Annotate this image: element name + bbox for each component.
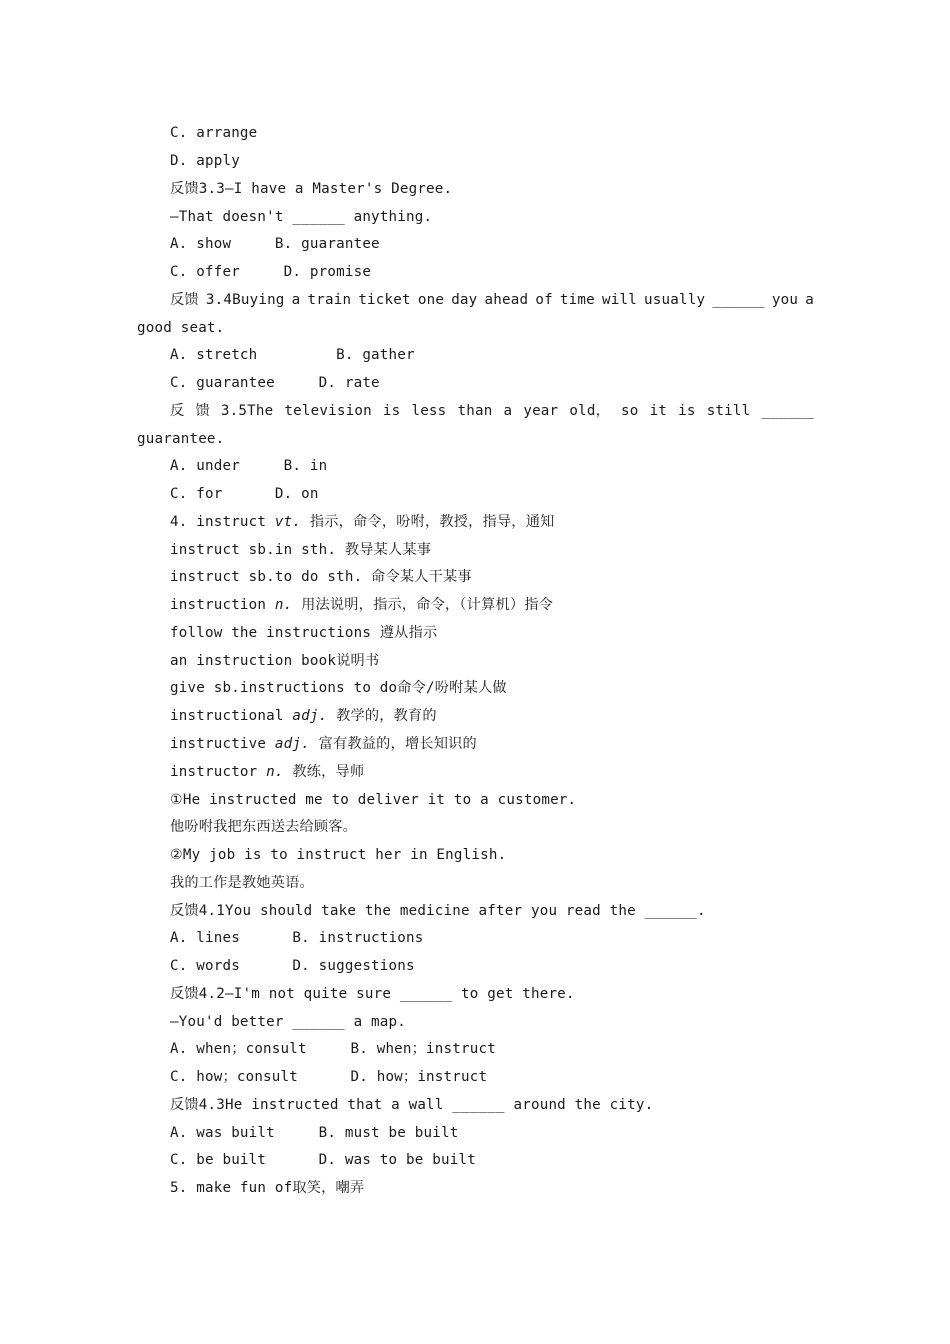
word-token: train <box>307 292 352 308</box>
word-token: ticket <box>358 292 411 308</box>
example-1-english: ①He instructed me to deliver it to a customer. <box>170 792 577 808</box>
exercise-3-4-options-cd: C. guarantee D. rate <box>170 375 380 391</box>
exercise-4-1-question: 反馈4.1You should take the medicine after you read the ______. <box>170 903 706 919</box>
exercise-3-5-options-ab: A. under B. in <box>170 458 328 474</box>
word-token: ahead <box>484 292 529 308</box>
word-token: usually <box>644 292 706 308</box>
word-token: is <box>382 403 401 419</box>
vocab-instructional: instructional adj. 教学的，教育的 <box>170 708 437 724</box>
exercise-4-3-options-cd: C. be built D. was to be built <box>170 1152 476 1168</box>
exercise-3-5-question <box>170 401 814 421</box>
word-token: time <box>559 292 595 308</box>
vocab-instructive: instructive adj. 富有教益的，增长知识的 <box>170 736 477 752</box>
exercise-3-3-reply: —That doesn't ______ anything. <box>170 209 433 225</box>
exercise-3-4-question-cont: good seat. <box>137 320 225 336</box>
word-token: a <box>291 292 301 308</box>
exercise-4-3-options-ab: A. was built B. must be built <box>170 1125 459 1141</box>
exercise-3-5-options-cd: C. for D. on <box>170 486 319 502</box>
word-token: ______ <box>761 403 814 419</box>
exercise-4-2-options-ab: A. when；consult B. when；instruct <box>170 1041 496 1057</box>
word-token: still <box>706 403 751 419</box>
phrase-instruction-book: an instruction book说明书 <box>170 653 380 669</box>
phrase-give-instructions: give sb.instructions to do命令/吩咐某人做 <box>170 680 507 696</box>
word-token: will <box>601 292 637 308</box>
word-token: one <box>417 292 445 308</box>
vocab-instructor: instructor n. 教练，导师 <box>170 764 365 780</box>
option-c-arrange: C. arrange <box>170 125 258 141</box>
word-token: of <box>535 292 553 308</box>
exercise-3-3-question: 反馈3.3—I have a Master's Degree. <box>170 181 453 197</box>
vocab-make-fun-of: 5. make fun of取笑，嘲弄 <box>170 1180 365 1196</box>
word-token: day <box>451 292 478 308</box>
exercise-4-2-options-cd: C. how；consult D. how；instruct <box>170 1069 488 1085</box>
exercise-4-1-options-ab: A. lines B. instructions <box>170 930 424 946</box>
word-token: television <box>284 403 372 419</box>
exercise-3-3-options-cd: C. offer D. promise <box>170 264 372 280</box>
word-token: 反 <box>170 403 185 419</box>
word-token: 3.5The <box>220 403 274 419</box>
vocab-instruct-heading: 4. instruct vt. 指示，命令，吩咐，教授，指导，通知 <box>170 514 555 530</box>
word-token: is <box>678 403 696 419</box>
word-token: less <box>411 403 447 419</box>
exercise-3-5-question-cont: guarantee. <box>137 431 225 447</box>
example-2-english: ②My job is to instruct her in English. <box>170 847 507 863</box>
word-token: ______ <box>712 292 765 308</box>
vocab-instruction: instruction n. 用法说明，指示，命令，（计算机）指令 <box>170 597 554 613</box>
word-token: so <box>621 403 639 419</box>
exercise-3-3-options-ab: A. show B. guarantee <box>170 236 380 252</box>
word-token: a <box>503 403 513 419</box>
exercise-4-2-reply: —You'd better ______ a map. <box>170 1014 407 1030</box>
word-token: 馈 <box>195 403 210 419</box>
word-token: 反馈 <box>170 292 199 308</box>
word-token: 3.4Buying <box>205 292 285 308</box>
exercise-4-3-question: 反馈4.3He instructed that a wall ______ around the city. <box>170 1097 654 1113</box>
phrase-instruct-in: instruct sb.in sth. 教导某人某事 <box>170 542 432 558</box>
exercise-3-4-options-ab: A. stretch B. gather <box>170 347 415 363</box>
example-1-chinese: 他吩咐我把东西送去给顾客。 <box>170 819 358 835</box>
word-token: than <box>457 403 493 419</box>
example-2-chinese: 我的工作是教她英语。 <box>170 875 314 891</box>
exercise-4-2-question: 反馈4.2—I'm not quite sure ______ to get there. <box>170 986 575 1002</box>
word-token: year <box>523 403 559 419</box>
exercise-3-4-question <box>170 290 814 310</box>
word-token: a <box>805 292 814 308</box>
option-d-apply: D. apply <box>170 153 240 169</box>
exercise-4-1-options-cd: C. words D. suggestions <box>170 958 415 974</box>
word-token: old， <box>569 403 610 419</box>
phrase-instruct-to-do: instruct sb.to do sth. 命令某人干某事 <box>170 569 472 585</box>
word-token: it <box>649 403 668 419</box>
word-token: you <box>771 292 799 308</box>
phrase-follow-instructions: follow the instructions 遵从指示 <box>170 625 438 641</box>
